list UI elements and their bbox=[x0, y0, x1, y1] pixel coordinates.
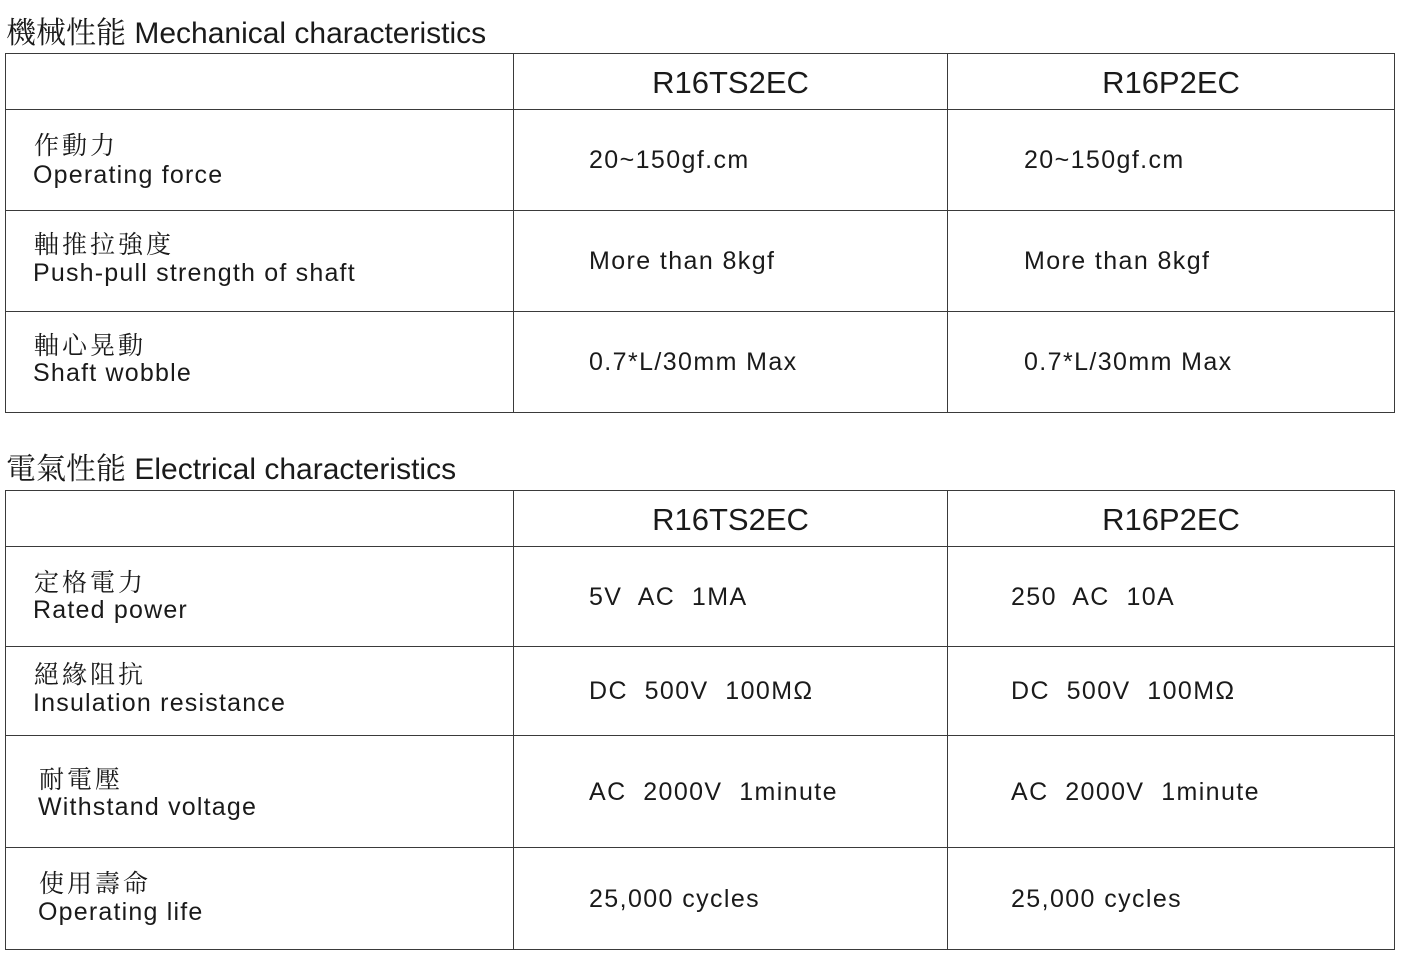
value-cell bbox=[514, 547, 948, 646]
column-header-r16p2ec: R16P2EC bbox=[1102, 501, 1240, 537]
label-en: Insulation resistance bbox=[33, 689, 287, 717]
mechanical-section-title: 機械性能 Mechanical characteristics bbox=[6, 17, 487, 50]
value-cell bbox=[514, 110, 948, 210]
label-zh: 定格電力 bbox=[34, 569, 147, 597]
table-row bbox=[6, 547, 1394, 647]
value-r16p2ec: 25,000 cycles bbox=[1011, 884, 1183, 913]
value-cell bbox=[948, 110, 1394, 210]
value-cell bbox=[948, 211, 1394, 311]
row-label-operating-force bbox=[6, 110, 514, 210]
value-r16ts2ec: 20~150gf.cm bbox=[589, 146, 750, 174]
value-r16ts2ec: DC 500V 100MΩ bbox=[589, 677, 814, 705]
value-r16p2ec: DC 500V 100MΩ bbox=[1011, 677, 1236, 705]
value-r16ts2ec: 25,000 cycles bbox=[589, 884, 761, 913]
value-r16p2ec: 20~150gf.cm bbox=[1024, 146, 1185, 174]
table-row bbox=[6, 211, 1394, 312]
table-row bbox=[6, 647, 1394, 736]
label-zh: 耐電壓 bbox=[39, 766, 124, 794]
label-en: Operating life bbox=[38, 898, 204, 926]
label-en: Rated power bbox=[33, 596, 188, 624]
label-zh: 軸心晃動 bbox=[34, 332, 147, 360]
row-label-rated-power bbox=[6, 547, 514, 646]
mechanical-table bbox=[5, 53, 1395, 413]
value-r16p2ec: 0.7*L/30mm Max bbox=[1024, 348, 1233, 376]
label-zh: 作動力 bbox=[34, 132, 119, 160]
table-row bbox=[6, 848, 1394, 949]
value-r16ts2ec: AC 2000V 1minute bbox=[589, 777, 838, 806]
value-cell bbox=[948, 647, 1394, 735]
row-label-operating-life bbox=[6, 848, 514, 949]
column-header-r16ts2ec: R16TS2EC bbox=[514, 54, 948, 109]
value-cell bbox=[514, 211, 948, 311]
label-en: Push-pull strength of shaft bbox=[33, 259, 356, 287]
label-zh: 絕緣阻抗 bbox=[34, 661, 147, 689]
value-r16ts2ec: 5V AC 1MA bbox=[589, 582, 748, 611]
table-header-row bbox=[6, 54, 1394, 110]
column-header-r16p2ec: R16P2EC bbox=[1102, 64, 1240, 100]
value-r16p2ec: AC 2000V 1minute bbox=[1011, 777, 1260, 806]
electrical-section-title: 電氣性能 Electrical characteristics bbox=[6, 453, 457, 486]
label-zh: 軸推拉強度 bbox=[34, 231, 175, 259]
label-zh: 使用壽命 bbox=[39, 870, 152, 898]
label-en: Withstand voltage bbox=[38, 793, 258, 821]
header-blank-cell bbox=[6, 54, 514, 109]
row-label-push-pull-strength bbox=[6, 211, 514, 311]
column-header-r16ts2ec: R16TS2EC bbox=[514, 491, 948, 546]
value-r16p2ec: 250 AC 10A bbox=[1011, 582, 1176, 611]
table-row bbox=[6, 736, 1394, 848]
row-label-shaft-wobble bbox=[6, 312, 514, 412]
value-r16p2ec: More than 8kgf bbox=[1024, 247, 1211, 275]
electrical-table bbox=[5, 490, 1395, 950]
value-cell bbox=[514, 647, 948, 735]
value-cell bbox=[948, 736, 1394, 847]
value-cell bbox=[948, 848, 1394, 949]
value-cell bbox=[948, 312, 1394, 412]
header-blank-cell bbox=[6, 491, 514, 546]
value-cell bbox=[514, 736, 948, 847]
value-cell bbox=[948, 547, 1394, 646]
label-en: Shaft wobble bbox=[33, 359, 192, 387]
row-label-insulation-resistance bbox=[6, 647, 514, 735]
value-cell bbox=[514, 312, 948, 412]
label-en: Operating force bbox=[33, 161, 224, 189]
value-r16ts2ec: More than 8kgf bbox=[589, 247, 776, 275]
value-cell bbox=[514, 848, 948, 949]
row-label-withstand-voltage bbox=[6, 736, 514, 847]
table-row bbox=[6, 110, 1394, 211]
table-header-row bbox=[6, 491, 1394, 547]
value-r16ts2ec: 0.7*L/30mm Max bbox=[589, 348, 798, 376]
table-row bbox=[6, 312, 1394, 412]
